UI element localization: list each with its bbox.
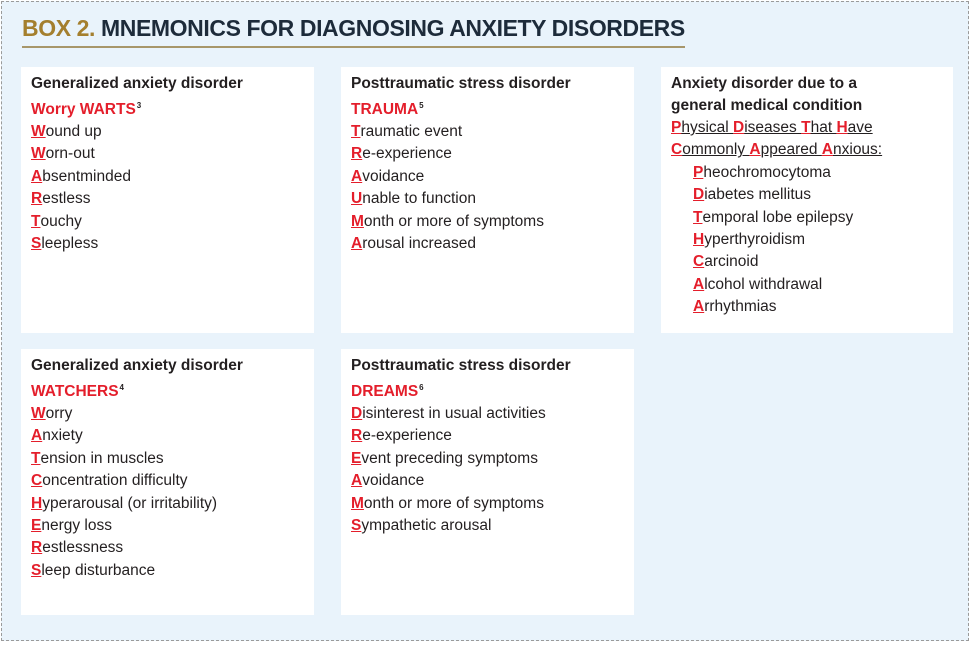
mnemonic-letter: U: [351, 190, 363, 208]
mnemonic-letter: A: [693, 275, 705, 293]
list-item: [351, 143, 624, 165]
list-item-text: lcohol withdrawal: [704, 275, 823, 293]
list-item: [351, 470, 624, 492]
card-watchers: [21, 349, 314, 615]
list-item: [351, 425, 624, 447]
mnemonic-list: [31, 403, 304, 582]
list-item-text: iabetes mellitus: [704, 186, 812, 204]
list-item-text: vent preceding symptoms: [361, 449, 538, 467]
mnemonic-text: DREAMS: [351, 383, 419, 400]
mnemonic-letter: A: [693, 298, 705, 316]
mnemonic-letter: A: [821, 141, 833, 159]
list-item: [351, 211, 624, 233]
list-item-text: arcinoid: [704, 253, 759, 271]
list-item: [351, 403, 624, 425]
mnemonic-text: Worry WARTS: [31, 101, 136, 118]
list-item: [31, 121, 304, 143]
mnemonic-letter: W: [31, 145, 46, 163]
mnemonic-letter: C: [671, 141, 683, 159]
list-item: [671, 184, 943, 206]
list-item: [351, 515, 624, 537]
list-item: [31, 403, 304, 425]
list-item: [351, 166, 624, 188]
list-item: [31, 211, 304, 233]
list-item-text: ouchy: [40, 212, 82, 230]
list-item: [31, 493, 304, 515]
list-item-text: heochromocytoma: [703, 163, 831, 181]
mnemonic-letter: H: [31, 494, 43, 512]
mnemonic-letter: E: [31, 517, 42, 535]
list-item: [31, 537, 304, 559]
card-heading-line-1: Anxiety disorder due to a: [671, 75, 858, 92]
list-item: [31, 515, 304, 537]
mnemonic-letter: R: [351, 427, 363, 445]
list-item-text: raumatic event: [360, 123, 463, 140]
list-item: [31, 188, 304, 210]
phrase-word-text: ave: [847, 119, 873, 136]
list-item-text: onth or more of symptoms: [363, 494, 544, 512]
mnemonics-box: [1, 1, 969, 641]
reference-number: 6: [419, 383, 424, 392]
mnemonic-letter: T: [31, 212, 41, 230]
list-item: [671, 274, 943, 296]
mnemonic-name: [351, 377, 624, 403]
mnemonic-letter: D: [693, 186, 705, 204]
mnemonic-letter: S: [31, 561, 42, 579]
mnemonic-text: TRAUMA: [351, 101, 419, 118]
list-item-text: orn-out: [45, 145, 95, 163]
mnemonic-letter: S: [351, 517, 362, 535]
list-item: [351, 121, 624, 143]
phrase-word-text: nxious:: [833, 141, 883, 159]
mnemonic-letter: A: [351, 472, 363, 490]
mnemonic-letter: A: [749, 141, 761, 159]
list-item-text: rrhythmias: [704, 298, 777, 316]
mnemonic-letter: T: [31, 449, 41, 467]
mnemonic-list: [351, 121, 624, 255]
mnemonic-letter: A: [31, 427, 43, 445]
mnemonic-letter: M: [351, 494, 364, 512]
mnemonic-name: [31, 95, 304, 121]
mnemonic-letter: W: [31, 123, 46, 140]
mnemonic-letter: A: [351, 167, 363, 185]
mnemonic-letter: S: [31, 235, 42, 253]
mnemonic-letter: W: [31, 405, 46, 422]
list-item-text: nable to function: [362, 190, 476, 208]
list-item-text: voidance: [362, 167, 425, 185]
list-item: [31, 560, 304, 582]
mnemonic-letter: R: [31, 190, 43, 208]
mnemonic-letter: D: [733, 119, 745, 136]
mnemonic-letter: D: [351, 405, 363, 422]
list-item-text: ound up: [45, 123, 102, 140]
list-item: [671, 251, 943, 273]
list-item: [31, 166, 304, 188]
mnemonic-letter: R: [351, 145, 363, 163]
list-item: [671, 296, 943, 318]
box-title-text: MNEMONICS FOR DIAGNOSING ANXIETY DISORDERS: [101, 15, 685, 41]
list-item-text: nxiety: [42, 427, 83, 445]
mnemonic-letter: M: [351, 212, 364, 230]
mnemonic-text: WATCHERS: [31, 383, 119, 400]
mnemonic-letter: P: [693, 163, 704, 181]
phrase-word-text: hysical: [681, 119, 734, 136]
list-item: [31, 448, 304, 470]
list-item-text: nergy loss: [41, 517, 112, 535]
phrase-word-text: iseases: [744, 119, 802, 136]
mnemonic-letter: P: [671, 119, 682, 136]
list-item: [31, 143, 304, 165]
mnemonic-letter: H: [836, 119, 848, 136]
box-label: BOX 2.: [22, 15, 96, 41]
card-medical-condition: [661, 67, 953, 333]
list-item: [351, 493, 624, 515]
list-item-text: bsentminded: [42, 167, 131, 185]
list-item-text: yperarousal (or irritability): [42, 494, 218, 512]
reference-number: 3: [136, 101, 142, 110]
list-item-text: emporal lobe epilepsy: [702, 208, 854, 226]
list-item: [31, 233, 304, 255]
card-worry-warts: [21, 67, 314, 333]
list-item: [351, 448, 624, 470]
mnemonic-name: [351, 95, 624, 121]
list-item: [351, 188, 624, 210]
list-item-text: e-experience: [362, 145, 452, 163]
list-item-text: e-experience: [362, 427, 452, 445]
list-item: [351, 233, 624, 255]
mnemonic-phrase-line-1: [671, 117, 943, 139]
mnemonic-letter: T: [351, 123, 361, 140]
mnemonic-letter: A: [31, 167, 43, 185]
card-heading-line-2: general medical condition: [671, 97, 863, 114]
list-item: [31, 470, 304, 492]
mnemonic-letter: E: [351, 449, 362, 467]
phrase-word-text: hat: [810, 119, 837, 136]
card-heading: Posttraumatic stress disorder: [351, 75, 571, 92]
card-heading: Posttraumatic stress disorder: [351, 357, 571, 374]
list-item: [671, 162, 943, 184]
list-item-text: yperthyroidism: [704, 231, 805, 249]
card-trauma: [341, 67, 634, 333]
mnemonic-list: [351, 403, 624, 537]
list-item-text: oncentration difficulty: [42, 472, 188, 490]
mnemonic-letter: H: [693, 231, 705, 249]
list-item-text: estlessness: [42, 539, 124, 557]
mnemonic-letter: R: [31, 539, 43, 557]
list-item-text: isinterest in usual activities: [362, 405, 546, 422]
mnemonic-letter: C: [31, 472, 43, 490]
list-item-text: rousal increased: [362, 235, 476, 253]
list-item-text: ympathetic arousal: [361, 517, 492, 535]
mnemonic-letter: T: [693, 208, 703, 226]
list-item-text: leep disturbance: [41, 561, 156, 579]
card-dreams: [341, 349, 634, 615]
phrase-word-text: ommonly: [682, 141, 750, 159]
list-item: [31, 425, 304, 447]
mnemonic-list: [671, 162, 943, 319]
list-item-text: estless: [42, 190, 91, 208]
list-item: [671, 229, 943, 251]
list-item-text: leepless: [41, 235, 99, 253]
list-item-text: ension in muscles: [40, 449, 164, 467]
list-item-text: onth or more of symptoms: [363, 212, 544, 230]
mnemonic-letter: A: [351, 235, 363, 253]
mnemonic-phrase-line-2: [671, 139, 943, 161]
card-heading: Generalized anxiety disorder: [31, 357, 243, 374]
phrase-word-text: ppeared: [760, 141, 822, 159]
mnemonic-name: [31, 377, 304, 403]
mnemonic-list: [31, 121, 304, 255]
list-item-text: orry: [45, 405, 73, 422]
card-heading: Generalized anxiety disorder: [31, 75, 243, 92]
mnemonic-letter: T: [801, 119, 811, 136]
mnemonic-letter: C: [693, 253, 705, 271]
box-title: [22, 15, 685, 48]
reference-number: 4: [119, 383, 124, 392]
list-item-text: voidance: [362, 472, 425, 490]
list-item: [671, 207, 943, 229]
reference-number: 5: [419, 101, 424, 110]
